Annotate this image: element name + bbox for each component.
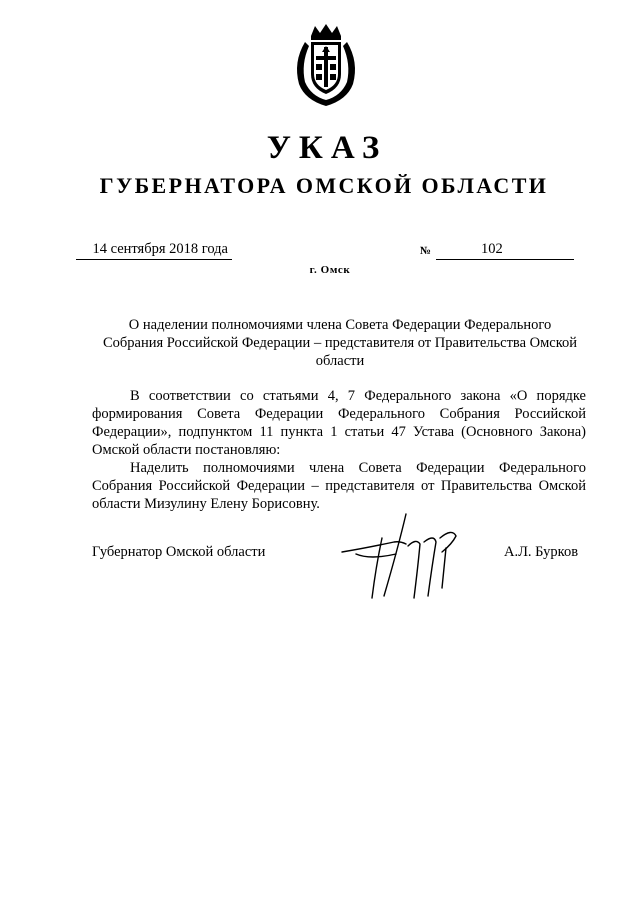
signature-icon [336, 508, 468, 604]
decree-date: 14 сентября 2018 года [76, 240, 232, 260]
number-sign: № [420, 245, 432, 257]
body-paragraph: В соответствии со статьями 4, 7 Федерального закона «О порядке формирования Совета Федерации Федерального Собрания Российской Федерации», подпунктом 11 пункта 1 статьи 47 Устава (Основного Закона) Омской области постановляю: [92, 388, 586, 458]
decree-subject: О наделении полномочиями члена Совета Федерации Федерального Собрания Российской Федерации – представителя от Правительства Омской области [102, 317, 578, 369]
signer-title: Губернатор Омской области [92, 544, 266, 560]
decree-title: УКАЗ [266, 130, 388, 166]
body-paragraph: Наделить полномочиями члена Совета Федерации Федерального Собрания Российской Федерации – представителя от Правительства Омской области Мизулину Елену Борисовну. [92, 460, 586, 512]
issuing-city: г. Омск [309, 264, 351, 276]
coat-of-arms-icon [291, 22, 361, 108]
issuer-heading: ГУБЕРНАТОРА ОМСКОЙ ОБЛАСТИ [99, 173, 549, 198]
decree-number: 102 [436, 240, 574, 260]
signer-name: А.Л. Бурков [504, 544, 579, 560]
